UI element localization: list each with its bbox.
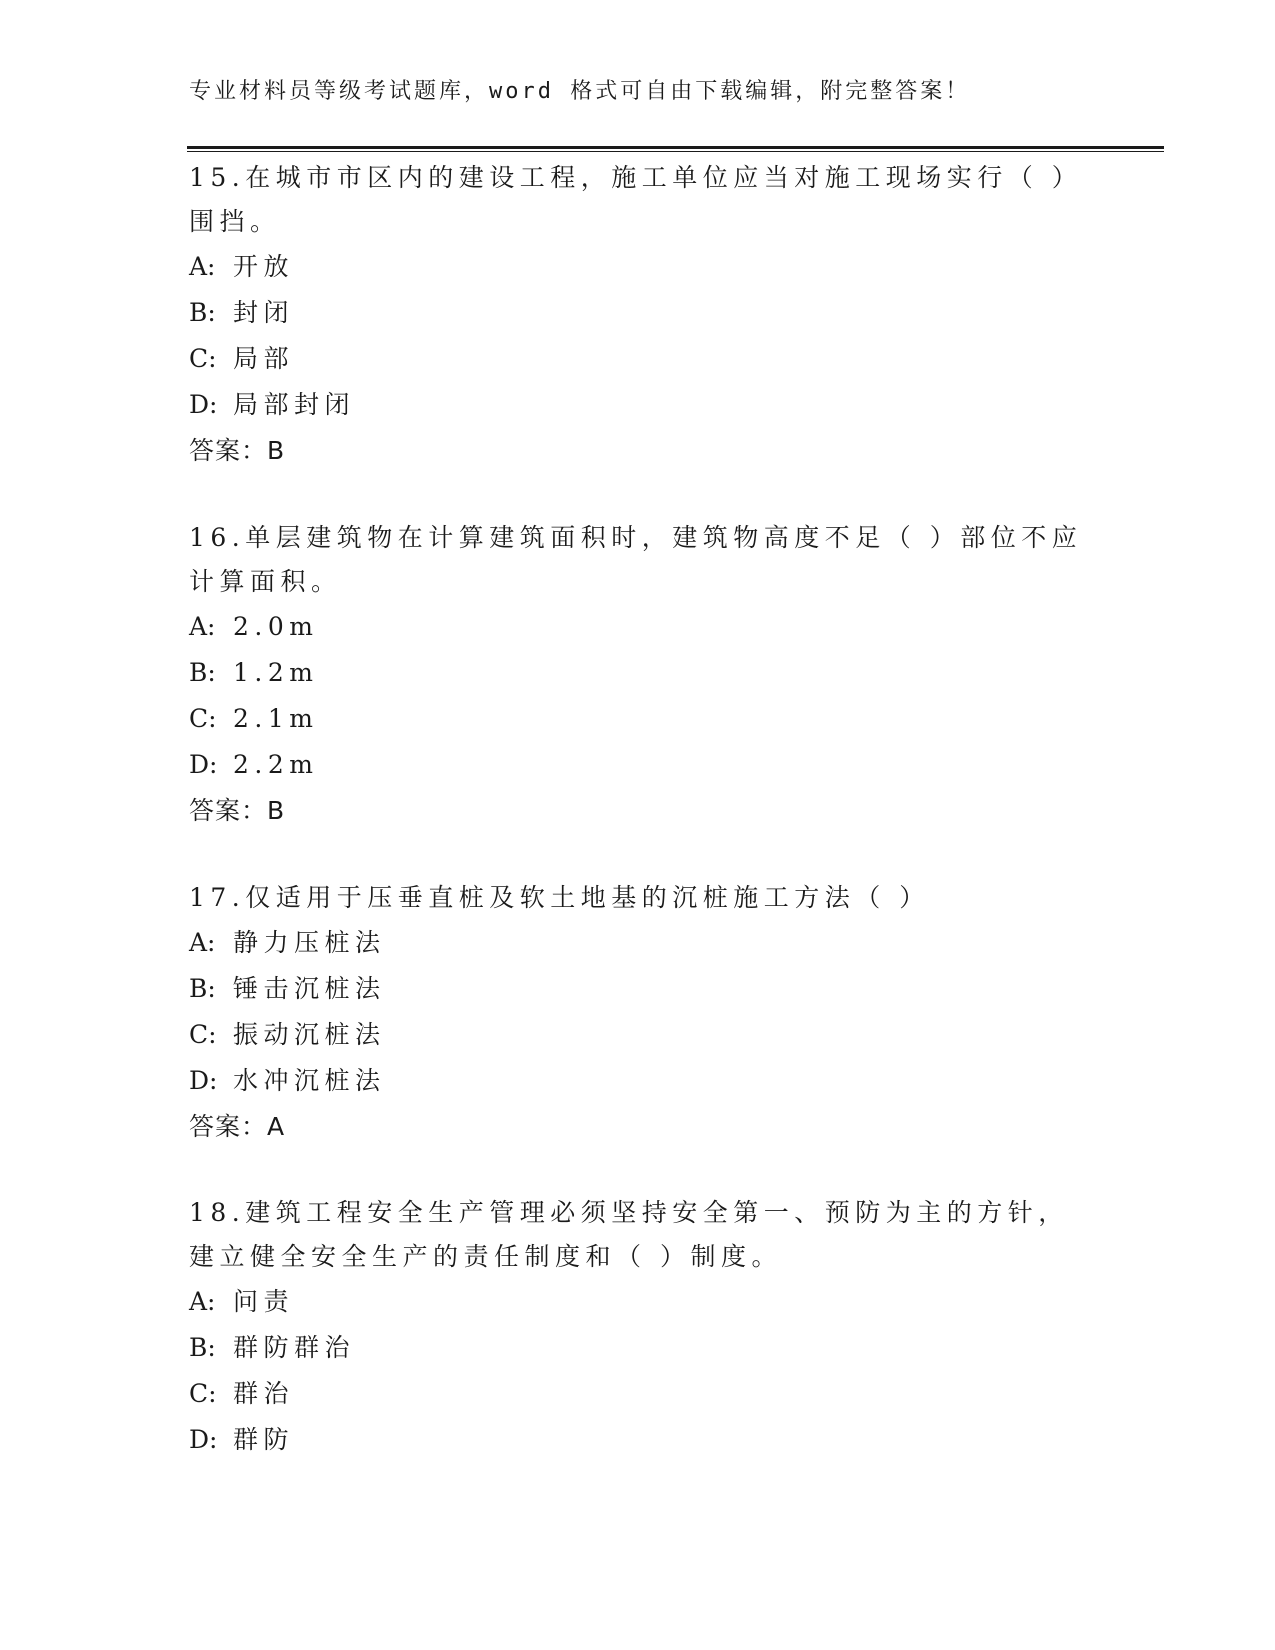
- question-15: [189, 156, 1089, 474]
- option-text: 静力压桩法: [233, 928, 386, 957]
- option-text: 群防群治: [233, 1333, 356, 1362]
- question-text: 18.建筑工程安全生产管理必须坚持安全第一、预防为主的方针，建立健全安全生产的责任制度和（ ）制度。: [189, 1198, 1069, 1271]
- question-text: 17.仅适用于压垂直桩及软土地基的沉桩施工方法（ ）: [189, 883, 930, 912]
- option-letter: A:: [189, 1287, 216, 1316]
- option-text: 局部: [233, 344, 295, 373]
- option-letter: C:: [189, 1379, 217, 1408]
- option-letter: B:: [189, 1333, 216, 1362]
- question-16: [189, 516, 1089, 834]
- option-text: 封闭: [233, 298, 295, 327]
- option-text: 锤击沉桩法: [233, 974, 386, 1003]
- option-c: [189, 696, 1089, 742]
- option-letter: D:: [189, 750, 218, 779]
- option-letter: D:: [189, 390, 218, 419]
- option-c: [189, 1012, 1089, 1058]
- option-b: [189, 290, 1089, 336]
- page-header: 专业材料员等级考试题库，word 格式可自由下载编辑，附完整答案！: [189, 79, 971, 104]
- option-c: [189, 1371, 1089, 1417]
- option-a: [189, 244, 1089, 290]
- option-a: [189, 1279, 1089, 1325]
- option-d: [189, 742, 1089, 788]
- option-letter: A:: [189, 928, 216, 957]
- option-text: 1.2m: [233, 658, 319, 687]
- option-text: 群治: [233, 1379, 295, 1408]
- answer: 答案：B: [189, 436, 286, 465]
- option-letter: B:: [189, 658, 216, 687]
- option-a: [189, 920, 1089, 966]
- option-d: [189, 1058, 1089, 1104]
- answer: 答案：A: [189, 1112, 286, 1141]
- option-letter: B:: [189, 298, 216, 327]
- option-d: [189, 1417, 1089, 1463]
- option-letter: A:: [189, 252, 216, 281]
- option-text: 2.0m: [233, 612, 319, 641]
- option-a: [189, 604, 1089, 650]
- option-d: [189, 382, 1089, 428]
- option-b: [189, 966, 1089, 1012]
- option-text: 局部封闭: [233, 390, 356, 419]
- question-17: [189, 876, 1089, 1150]
- option-b: [189, 650, 1089, 696]
- option-letter: A:: [189, 612, 216, 641]
- option-letter: D:: [189, 1066, 218, 1095]
- answer: 答案：B: [189, 796, 286, 825]
- header-divider: [187, 146, 1164, 152]
- option-text: 开放: [233, 252, 295, 281]
- option-text: 振动沉桩法: [233, 1020, 386, 1049]
- option-letter: C:: [189, 344, 217, 373]
- question-text: 16.单层建筑物在计算建筑面积时，建筑物高度不足（ ）部位不应计算面积。: [189, 523, 1083, 596]
- option-letter: C:: [189, 704, 217, 733]
- option-text: 问责: [233, 1287, 295, 1316]
- option-c: [189, 336, 1089, 382]
- option-letter: D:: [189, 1425, 218, 1454]
- option-letter: C:: [189, 1020, 217, 1049]
- option-text: 水冲沉桩法: [233, 1066, 386, 1095]
- option-text: 2.1m: [233, 704, 319, 733]
- option-text: 2.2m: [233, 750, 319, 779]
- option-b: [189, 1325, 1089, 1371]
- option-letter: B:: [189, 974, 216, 1003]
- option-text: 群防: [233, 1425, 295, 1454]
- question-text: 15.在城市市区内的建设工程，施工单位应当对施工现场实行（ ）围挡。: [189, 163, 1083, 236]
- question-18: [189, 1191, 1089, 1463]
